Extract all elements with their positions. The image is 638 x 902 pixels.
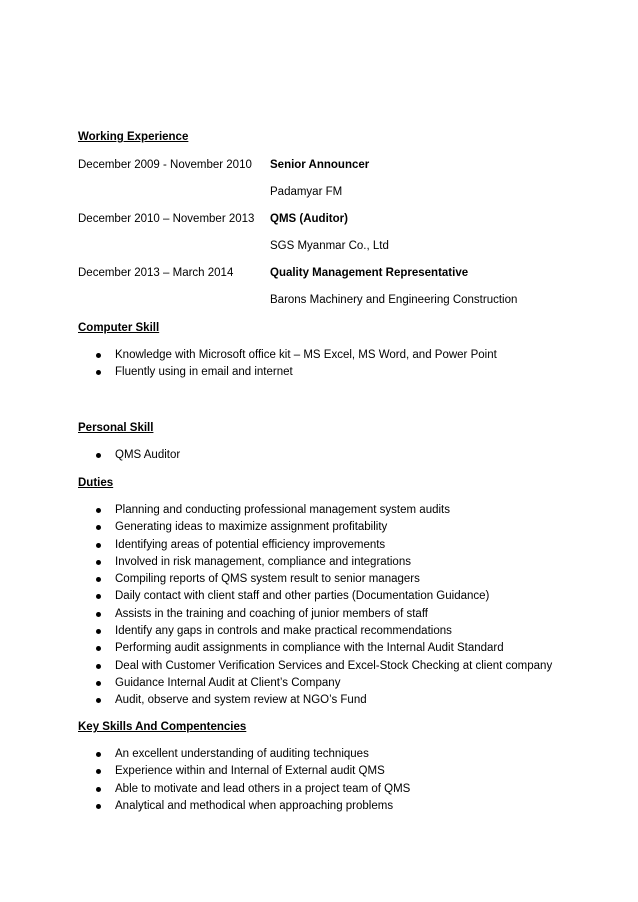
job-3-dates: December 2013 – March 2014 [78,267,234,279]
bullet-icon [96,787,101,792]
list-item-text: Planning and conducting professional management system audits [115,504,450,516]
list-item-text: Knowledge with Microsoft office kit – MS Excel, MS Word, and Power Point [115,349,497,361]
list-item-text: Fluently using in email and internet [115,366,293,379]
bullet-icon [96,612,101,617]
bullet-icon [96,453,101,458]
bullet-icon [96,629,101,634]
job-1-title: Senior Announcer [270,159,370,171]
list-item-text: Involved in risk management, compliance and integrations [115,555,411,568]
personal-skill-heading: Personal Skill [78,422,154,434]
job-1-company: Padamyar FM [270,186,343,198]
list-item-text: An excellent understanding of auditing techniques [115,748,369,760]
computer-skill-heading: Computer Skill [78,322,160,334]
list-item-text: Performing audit assignments in compliance with the Internal Audit Standard [115,642,504,655]
key-skills-heading: Key Skills And Compentencies [78,721,247,733]
bullet-icon [96,646,101,651]
bullet-icon [96,560,101,565]
job-3-title: Quality Management Representative [270,267,469,279]
job-2-company: SGS Myanmar Co., Ltd [270,240,389,252]
bullet-icon [96,804,101,809]
list-item-text: Audit, observe and system review at NGO’s Fund [115,694,367,707]
job-1-dates: December 2009 - November 2010 [78,159,252,171]
bullet-icon [96,698,101,703]
list-item-text: Experience within and Internal of External audit QMS [115,765,385,778]
list-item-text: Guidance Internal Audit at Client’s Company [115,676,341,689]
list-item-text: Deal with Customer Verification Services and Excel-Stock Checking at client company [115,659,553,672]
bullet-icon [96,508,101,513]
working-experience-heading: Working Experience [78,131,189,143]
duties-heading: Duties [78,477,114,489]
bullet-icon [96,664,101,669]
bullet-icon [96,752,101,757]
bullet-icon [96,370,101,375]
job-2-title: QMS (Auditor) [270,213,348,225]
list-item-text: Identify any gaps in controls and make practical recommendations [115,625,452,638]
list-item-text: Identifying areas of potential efficiency improvements [115,538,386,551]
bullet-icon [96,353,101,358]
job-3-company: Barons Machinery and Engineering Construction [270,294,518,306]
list-item-text: Assists in the training and coaching of junior members of staff [115,607,429,620]
list-item-text: QMS Auditor [115,449,181,461]
list-item-text: Able to motivate and lead others in a project team of QMS [115,782,411,795]
list-item-text: Generating ideas to maximize assignment profitability [115,521,388,534]
list-item-text: Analytical and methodical when approaching problems [115,799,394,812]
bullet-icon [96,577,101,582]
bullet-icon [96,543,101,548]
list-item-text: Compiling reports of QMS system result to senior managers [115,573,420,586]
bullet-icon [96,681,101,686]
list-item-text: Daily contact with client staff and other parties (Documentation Guidance) [115,590,490,603]
bullet-icon [96,769,101,774]
bullet-icon [96,525,101,530]
job-2-dates: December 2010 – November 2013 [78,213,255,225]
bullet-icon [96,594,101,599]
